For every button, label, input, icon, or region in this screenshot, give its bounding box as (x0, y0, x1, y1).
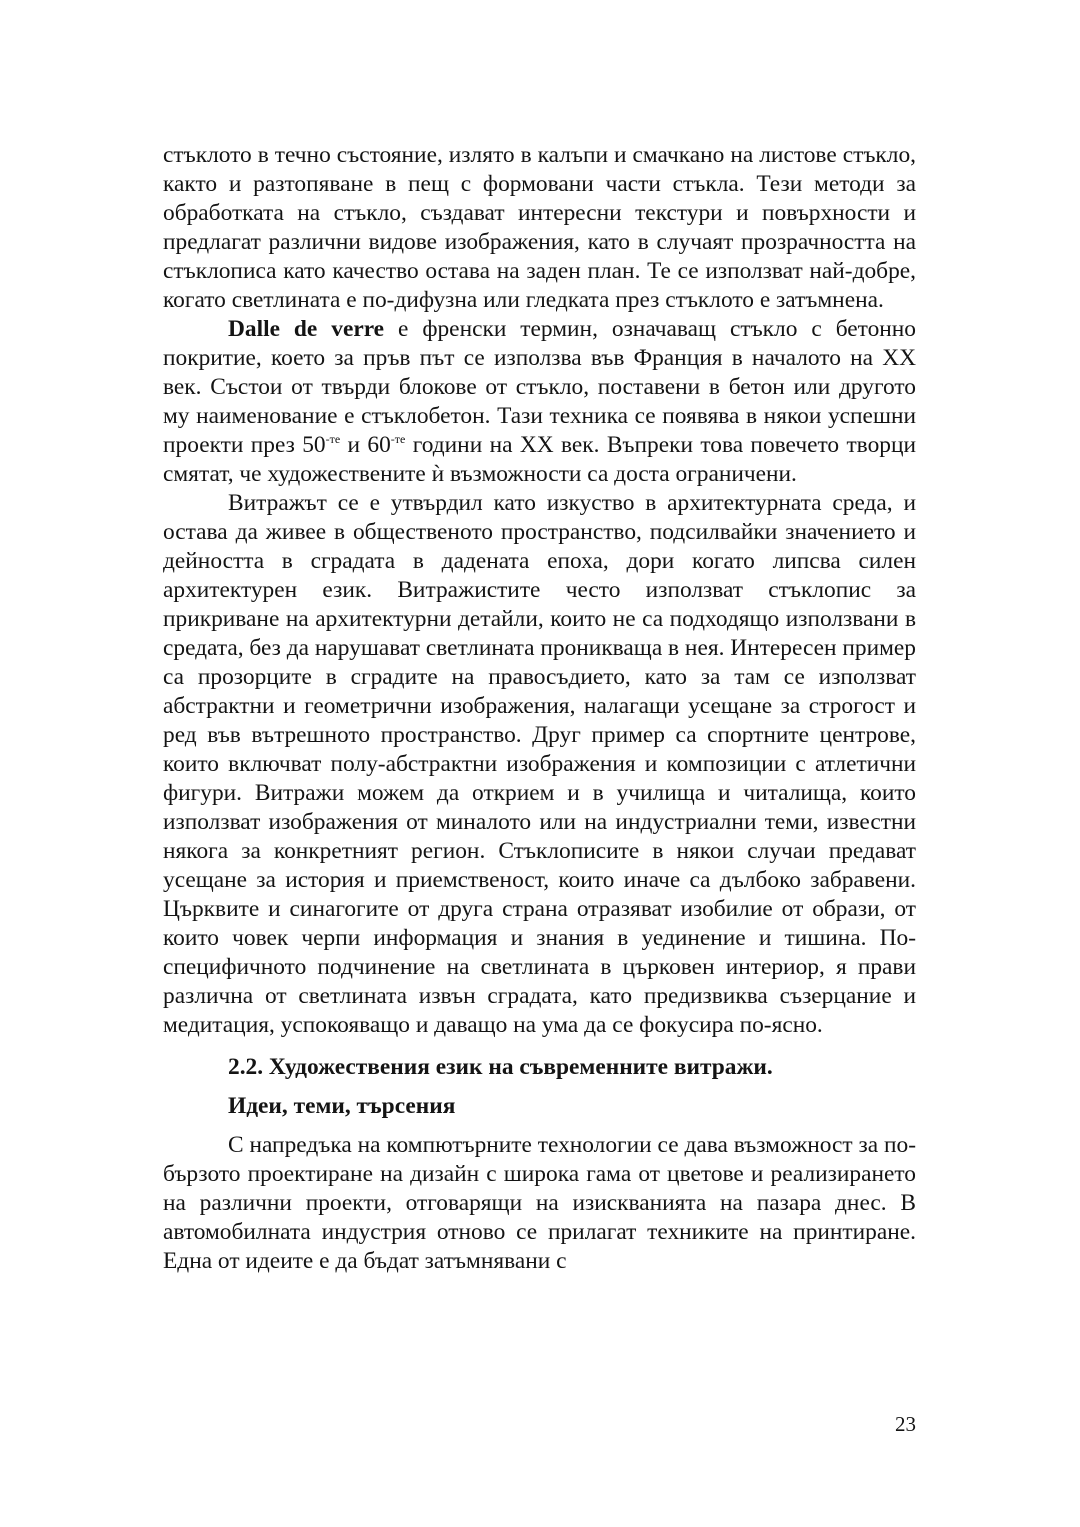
paragraph-dalle-text-c: години на ХХ век. Въпреки това повечето творци смятат, че художествените ѝ възможности са доста ограничени. (163, 432, 916, 487)
paragraph-dalle-de-verre (163, 315, 916, 489)
page-body (163, 141, 916, 1276)
paragraph-computer-technologies: С напредъка на компютърните технологии се дава възможност за по-бързото проектиране на дизайн с широка гама от цветове и реализирането на различни проекти, отговарящи на изискванията на пазара днес. В автомобилната индустрия отново се прилагат техниките на принтиране. Една от идеите е да бъдат затъмнявани с (163, 1132, 916, 1274)
term-dalle-de-verre: Dalle de verre (228, 316, 385, 342)
page-number: 23 (895, 1412, 916, 1436)
section-heading: 2.2. Художествения език на съвременните витражи. (228, 1054, 773, 1080)
paragraph-dalle-text-a: е френски термин, означаващ стъкло с бетонно покритие, което за пръв път се използва във Франция в началото на ХХ век. Състои от твърди блокове от стъкло, поставени в бетон или другото му наименование е стъклобетон. Тази техника се появява в някои успешни проекти през 50 (163, 316, 917, 458)
paragraph-intro-continued: стъклото в течно състояние, излято в калъпи и смачкано на листове стъкло, както и разтопяване в пещ с формовани части стъкла. Тези методи за обработката на стъкло, създават интересни текстури и повърхности и предлагат различни видове изображения, като в случаят прозрачността на стъклописа като качество остава на заден план. Те се използват най-добре, когато светлината е по-дифузна или гледката през стъклото е затъмнена. (163, 142, 916, 313)
paragraph-architecture: Витражът се е утвърдил като изкуство в архитектурната среда, и остава да живее в общественото пространство, подсилвайки значението и дейността в сградата в дадената епоха, дори когато липсва силен архитектурен език. Витражистите често използват стъклопис за прикриване на архитектурни детайли, които не са подходящо използвани в средата, без да нарушават светлината проникваща в нея. Интересен пример са прозорците в сградите на правосъдието, като за там се използват абстрактни и геометрични изображения, налагащи усещане за строгост и ред във вътрешното пространство. Друг пример са спортните центрове, които включват полу-абстрактни изображения и композиции с атлетични фигури. Витражи можем да открием и в училища и читалища, които използват изображения от миналото или на индустриални теми, известни някога за конкретният регион. Стъклописите в някои случаи предават усещане за история и приемственост, които иначе са дълбоко забравени. Църквите и синагогите от друга страна отразяват изобилие от образи, от които човек черпи информация и знания в уединение и тишина. По-специфичното подчинение на светлината в църковен интериор, я прави различна от светлината извън сградата, като предизвиква съзерцание и медитация, успокояващо и даващо на ума да се фокусира по-ясно. (163, 490, 916, 1038)
paragraph-dalle-text-b: и 60 (340, 432, 391, 458)
superscript-60s: -те (390, 432, 406, 447)
superscript-50s: -те (325, 432, 341, 447)
section-subheading: Идеи, теми, търсения (228, 1093, 456, 1119)
